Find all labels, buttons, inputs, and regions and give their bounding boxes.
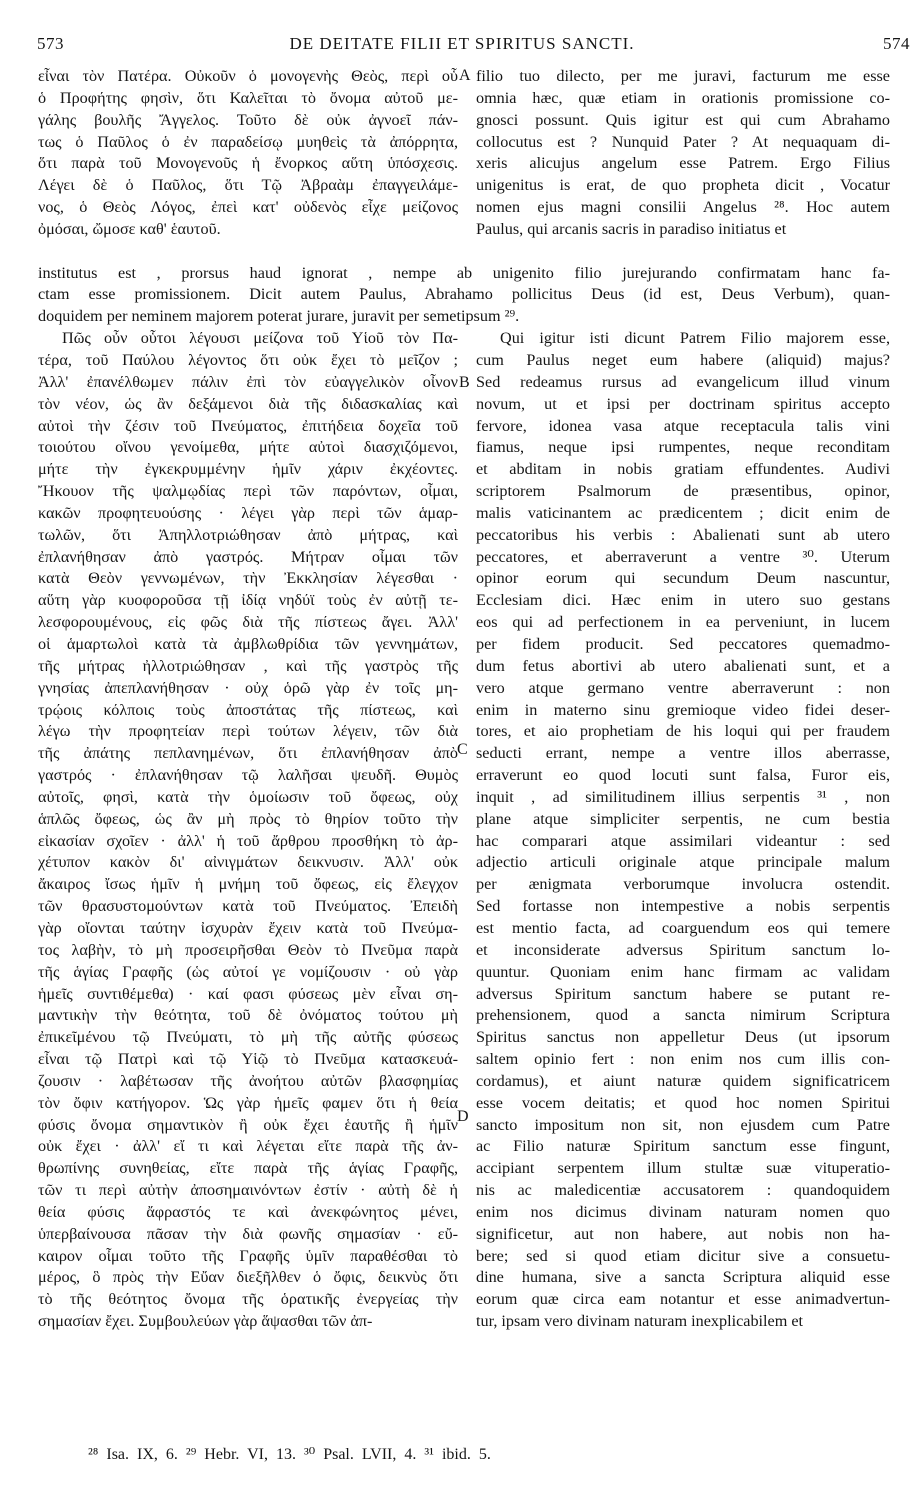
latin-column-main bbox=[476, 328, 890, 1333]
text-line: Paulus, qui arcanis sacris in paradiso initiatus et bbox=[476, 219, 787, 238]
greek-column-main bbox=[38, 328, 458, 1333]
text-line: et abditam in nobis gratiam effundentes. Audivi bbox=[476, 460, 890, 479]
text-line: τῆς ἁγίας Γραφῆς (ὡς αὐτοί γε νομίζουσιν · οὐ γὰρ bbox=[38, 962, 458, 981]
text-line: tur, ipsam vero divinam naturam inexplicabilem et bbox=[476, 1312, 804, 1331]
footnotes: ²⁸ Isa. IX, 6. ²⁹ Hebr. VI, 13. ³⁰ Psal. LVII, 4. ³¹ ibid. 5. bbox=[88, 1446, 491, 1463]
text-line: κατὰ Θεὸν γεννωμένων, τὴν Ἐκκλησίαν λέγεσθαι · bbox=[38, 569, 458, 588]
text-line: opinor eorum qui secundum Deum nascuntur, bbox=[476, 569, 890, 588]
text-line: gnosci possunt. Quis igitur est qui cum Abrahamo bbox=[476, 110, 890, 129]
text-line: ἁπλῶς ὄφεως, ὡς ἂν μὴ πρὸς τὸ θηρίον τοῦτο τὴν bbox=[38, 809, 458, 828]
margin-letter-b: B bbox=[459, 374, 470, 391]
text-line: enim nos dicimus divinam naturam nomen quo bbox=[476, 1202, 890, 1221]
text-line: μέρος, ὃ πρὸς τὴν Εὔαν διεξῆλθεν ὁ ὄφις, δεικνὺς ὅτι bbox=[38, 1268, 458, 1287]
text-line: χέτυπον κακὸν δι' αἰνιγμάτων δεικνυσιν. Ἀλλ' οὐκ bbox=[38, 853, 458, 872]
text-line: eorum quæ circa eam notantur et esse animadvertun- bbox=[476, 1290, 890, 1309]
text-line: αὐτοὶ τὴν ζέσιν τοῦ Πνεύματος, ἐπιτήδεια δοχεῖα τοῦ bbox=[38, 416, 458, 435]
text-line: quuntur. Quoniam enim hanc firmam ac validam bbox=[476, 962, 890, 981]
text-line: μαντικὴν τὴν θεότητα, τοῦ δὲ ὀνόματος τούτου μὴ bbox=[38, 1006, 458, 1025]
text-line: nis ac maledicentiæ accusatorem : quandoquidem bbox=[476, 1181, 890, 1200]
text-line: γαστρός · ἐπλανήθησαν τῷ λαλῆσαι ψευδῆ. Θυμὸς bbox=[38, 766, 458, 785]
text-line: τως ὁ Παῦλος ὁ ἐν παραδείσῳ μυηθεὶς τὰ ἀπόρρητα, bbox=[38, 132, 458, 151]
page-number-left: 573 bbox=[37, 34, 64, 53]
page-number-right: 574 bbox=[883, 34, 910, 53]
latin-full-width bbox=[38, 263, 890, 329]
running-title: DE DEITATE FILII ET SPIRITUS SANCTI. bbox=[289, 34, 635, 53]
text-line: τῆς μήτρας ἠλλοτριώθησαν , καὶ τῆς γαστρὸς τῆς bbox=[38, 656, 458, 675]
text-line: adversus Spiritum sanctum habere se putant re- bbox=[476, 984, 890, 1003]
text-line: νος, ὁ Θεὸς Λόγος, ἐπεὶ κατ' οὐδενὸς εἶχε μείζονος bbox=[38, 198, 458, 217]
text-line: σημασίαν ἔχει. Συμβουλεύων γὰρ ἅψασθαι τῶν ἀπ- bbox=[38, 1312, 373, 1331]
text-line: καιρον οἶμαι τοῦτο τῆς Γραφῆς ὑμῖν παραθέσθαι τὸ bbox=[38, 1246, 458, 1265]
text-line: λεσφορουμένους, εἰς φῶς διὰ τῆς πίστεως ἄγει. Ἀλλ' bbox=[38, 613, 458, 632]
text-line: οὐκ ἔχει · ἀλλ' εἴ τι καὶ λέγεται εἴτε παρὰ τῆς ἀν- bbox=[38, 1137, 458, 1156]
text-line: μήτε τὴν ἐγκεκρυμμένην ἡμῖν χάριν ἐκχέοντες. bbox=[38, 460, 458, 479]
text-line: Ἀλλ' ἐπανέλθωμεν πάλιν ἐπὶ τὸν εὐαγγελικὸν οἶνον bbox=[38, 372, 458, 391]
text-line: collocutus est ? Nunquid Pater ? At nequaquam di- bbox=[476, 132, 890, 151]
text-line: γὰρ οἴονται ταύτην ἰσχυρὰν ἔχειν κατὰ τοῦ Πνεύμα- bbox=[38, 918, 458, 937]
text-line: cum Paulus neget eum habere (aliquid) majus? bbox=[476, 351, 890, 370]
text-line: xeris alicujus angelum esse Patrem. Ergo Filius bbox=[476, 154, 890, 173]
text-line: τὸν ὄφιν κατήγορον. Ὡς γὰρ ἡμεῖς φαμεν ὅτι ἡ θεία bbox=[38, 1093, 458, 1112]
text-line: τῶν θρασυστομούντων κατὰ τοῦ Πνεύματος. Ἐπειδὴ bbox=[38, 897, 458, 916]
margin-letter-c: C bbox=[457, 741, 468, 758]
text-line: erraverunt eo quod locuti sunt falsa, Furor eis, bbox=[476, 766, 890, 785]
text-line: et inconsiderate adversus Spiritum sanctum lo- bbox=[476, 940, 890, 959]
text-line: εἶναι τὸν Πατέρα. Οὐκοῦν ὁ μονογενὴς Θεὸς, περὶ οὗ bbox=[38, 67, 458, 85]
greek-column-top bbox=[38, 66, 458, 241]
text-line: prehensionem, quod a sancta nimirum Scriptura bbox=[476, 1006, 890, 1025]
text-line: τὸ τῆς θεότητος ὄνομα τῆς ὁρατικῆς ἐνεργείας τὴν bbox=[38, 1290, 458, 1309]
text-line: fiamus, neque ipsi rumpentes, neque reconditam bbox=[476, 438, 890, 457]
margin-letter-a: A bbox=[459, 67, 471, 84]
text-line: Ecclesiam dici. Hæc enim in utero suo gestans bbox=[476, 591, 890, 610]
text-line: scriptorem Psalmorum de præsentibus, opinor, bbox=[476, 482, 890, 501]
text-line: dine humana, sive a sancta Scriptura aliquid esse bbox=[476, 1268, 890, 1287]
text-line: peccatoribus his verbis : Abalienati sunt ab utero bbox=[476, 525, 890, 544]
text-line: τέρα, τοῦ Παύλου λέγοντος ὅτι οὐκ ἔχει τὸ μεῖζον ; bbox=[38, 351, 458, 370]
text-line: malis vaticinantem ac prædicentem ; dicit enim de bbox=[476, 503, 890, 522]
text-line: Ἤκουον τῆς ψαλμῳδίας περὶ τῶν παρόντων, οἶμαι, bbox=[38, 482, 458, 501]
text-line: per ænigmata verborumque involucra ostendit. bbox=[476, 875, 890, 894]
text-line: est mentio facta, ad coarguendum eos qui temere bbox=[476, 918, 890, 937]
text-line: λέγω τὴν προφητείαν περὶ τούτων λέγειν, τῶν διὰ bbox=[38, 722, 458, 741]
text-line: omnia hæc, quæ etiam in orationis promissione co- bbox=[476, 88, 890, 107]
text-line: ἄκαιρος ἴσως ἡμῖν ἡ μνήμη τοῦ ὄφεως, εἰς ἔλεγχον bbox=[38, 875, 458, 894]
text-line: ἐπικεῖμένου τῷ Πνεύματι, τὸ μὴ τῆς αὐτῆς φύσεως bbox=[38, 1028, 458, 1047]
text-line: esse vocem deitatis; et quod hoc nomen Spiritui bbox=[476, 1093, 890, 1112]
text-line: unigenitus is erat, de quo propheta dicit , Vocatur bbox=[476, 176, 890, 195]
text-line: Spiritus sanctus non appelletur Deus (ut ipsorum bbox=[476, 1028, 890, 1047]
text-line: peccatores, et aberraverunt a ventre ³⁰. Uterum bbox=[476, 547, 890, 566]
text-line: Sed redeamus rursus ad evangelicum illud vinum bbox=[476, 372, 890, 391]
text-line: θρωπίνης συνηθείας, εἴτε παρὰ τῆς ἁγίας Γραφῆς, bbox=[38, 1159, 458, 1178]
text-line: ἡμεῖς συντιθέμεθα) · καί φασι φύσεως μὲν εἶναι ση- bbox=[38, 984, 458, 1003]
text-line: γάλης βουλῆς Ἄγγελος. Τοῦτο δὲ οὐκ ἀγνοεῖ πάν- bbox=[38, 110, 458, 129]
text-line: ὁ Προφήτης φησὶν, ὅτι Καλεῖται τὸ ὄνομα αὐτοῦ με- bbox=[38, 88, 458, 107]
text-line: Qui igitur isti dicunt Patrem Filio majorem esse, bbox=[500, 329, 890, 348]
text-line: eos qui ad perfectionem in ea perveniunt, in lucem bbox=[476, 613, 890, 632]
text-line: adjectio articuli originale atque principale malum bbox=[476, 853, 890, 872]
text-line: φύσις ὄνομα σημαντικὸν ἢ οὐκ ἔχει ἑαυτῆς ἢ ἡμῖν bbox=[38, 1115, 458, 1134]
text-line: per fidem producit. Sed peccatores quemadmo- bbox=[476, 635, 890, 653]
text-line: γνησίας ἀπεπλανήθησαν · οὐχ ὁρῶ γὰρ ἐν τοῖς μη- bbox=[38, 678, 458, 697]
text-line: τρῴοις κόλποις τοὺς ἀποστάτας τῆς πίστεως, καὶ bbox=[38, 700, 458, 719]
text-line: novum, ut et ipsi per doctrinam spiritus accepto bbox=[476, 394, 890, 413]
text-line: vero atque germano ventre aberraverunt : non bbox=[476, 678, 890, 697]
text-line: Sed fortasse non intempestive a nobis serpentis bbox=[476, 897, 890, 916]
text-line: τος λαβὴν, τὸ μὴ προσειρῆσθαι Θεὸν τὸ Πνεῦμα παρὰ bbox=[38, 940, 458, 959]
text-line: tores, et aio prophetiam de his loqui qui per fraudem bbox=[476, 722, 890, 741]
text-line: saltem opinio fert : non enim nos cum illis con- bbox=[476, 1050, 890, 1069]
text-line: ζουσιν · λαβέτωσαν τῆς ἀνοήτου αὐτῶν βλασφημίας bbox=[38, 1071, 458, 1090]
text-line: εἶναι τῷ Πατρὶ καὶ τῷ Υἱῷ τὸ Πνεῦμα κατασκευά- bbox=[38, 1050, 458, 1069]
text-line: τὸν νέον, ὡς ἂν δεξάμενοι διὰ τῆς διδασκαλίας καὶ bbox=[38, 394, 458, 413]
text-line: τωλῶν, ὅτι Ἀπηλλοτριώθησαν ἀπὸ μήτρας, καὶ bbox=[38, 525, 458, 544]
text-line: inquit , ad similitudinem illius serpentis ³¹ , non bbox=[476, 787, 890, 806]
text-line: θεία φύσις ἄφραστός τε καὶ ἀνεκφώνητος μένει, bbox=[38, 1202, 458, 1221]
text-line: Πῶς οὖν οὗτοι λέγουσι μείζονα τοῦ Υἱοῦ τὸν Πα- bbox=[62, 329, 458, 348]
text-line: τῶν τι περὶ αὐτὴν ἀποσημαινόντων ἐστίν · αὐτὴ δὲ ἡ bbox=[38, 1181, 458, 1200]
text-line: hac comparari atque assimilari videantur : sed bbox=[476, 831, 890, 850]
text-line: filio tuo dilecto, per me juravi, facturum me esse bbox=[476, 67, 890, 85]
text-line: institutus est , prorsus haud ignorat , nempe ab unigenito filio jurejurando confirmatam hanc fa- bbox=[38, 263, 890, 282]
text-line: sancto impositum non sit, non ejusdem cum Patre bbox=[476, 1115, 890, 1134]
text-line: αὕτη γὰρ κυοφοροῦσα τῇ ἰδίᾳ νηδύϊ τοὺς ἐν αὐτῇ τε- bbox=[38, 591, 458, 610]
text-line: doquidem per neminem majorem poterat jurare, juravit per semetipsum ²⁹. bbox=[38, 307, 520, 326]
text-line: Λέγει δὲ ὁ Παῦλος, ὅτι Τῷ Ἀβραὰμ ἐπαγγειλάμε- bbox=[38, 176, 458, 195]
text-line: enim in materno sinu gremioque video fidei deser- bbox=[476, 700, 890, 719]
margin-letter-d: D bbox=[457, 1108, 469, 1125]
text-line: τῆς ἀπάτης πεπλανημένων, ὅτι ἐπλανήθησαν ἀπὸ bbox=[38, 744, 458, 763]
text-line: κακῶν προφητευούσης · λέγει γὰρ περὶ τῶν ἁμαρ- bbox=[38, 503, 458, 522]
text-line: οἱ ἁμαρτωλοὶ κατὰ τὰ ἀμβλωθρίδια τῶν γεννημάτων, bbox=[38, 635, 458, 653]
text-line: cordamus), et aiunt naturæ quidem significatricem bbox=[476, 1071, 890, 1090]
text-line: dum fetus abortivi ab utero abalienati sunt, et a bbox=[476, 656, 890, 675]
text-line: ἐπλανήθησαν ἀπὸ γαστρός. Μήτραν οἶμαι τῶν bbox=[38, 547, 458, 566]
text-line: nomen ejus magni consilii Angelus ²⁸. Hoc autem bbox=[476, 198, 890, 217]
text-line: ὀμόσαι, ὤμοσε καθ' ἑαυτοῦ. bbox=[38, 219, 221, 238]
text-line: αὐτοῖς, φησὶ, κατὰ τὴν ὁμοίωσιν τοῦ ὄφεως, οὐχ bbox=[38, 787, 458, 806]
text-line: bere; sed si quod etiam dicitur sive a consuetu- bbox=[476, 1246, 890, 1265]
text-line: τοιούτου οἴνου γενοίμεθα, μήτε αὐτοὶ διασχιζόμενοι, bbox=[38, 438, 458, 457]
text-line: ctam esse promissionem. Dicit autem Paulus, Abrahamo pollicitus Deus (id est, Deus Verbum), quan- bbox=[38, 285, 890, 304]
text-line: εἰκασίαν σχοῖεν · ἀλλ' ἡ τοῦ ἄρθρου προσθήκη τὸ ἀρ- bbox=[38, 831, 458, 850]
text-line: seducti errant, nempe a ventre illos aberrasse, bbox=[476, 744, 890, 763]
text-line: ὑπερβαίνουσα πᾶσαν τὴν διὰ φωνῆς σημασίαν · εὔ- bbox=[38, 1224, 458, 1243]
text-line: ac Filio naturæ Spiritum sanctum esse fingunt, bbox=[476, 1137, 890, 1156]
text-line: ὅτι παρὰ τοῦ Μονογενοῦς ἡ ἔνορκος αὕτη ὑπόσχεσις. bbox=[38, 154, 458, 173]
text-line: significetur, aut non habere, aut nobis non ha- bbox=[476, 1224, 890, 1243]
text-line: plane atque simpliciter serpentis, ne cum bestia bbox=[476, 809, 890, 828]
text-line: fervore, idonea vasa atque receptacula talis vini bbox=[476, 416, 890, 435]
latin-column-top bbox=[476, 66, 890, 241]
text-line: accipiant serpentem illum stultæ suæ vituperatio- bbox=[476, 1159, 890, 1178]
